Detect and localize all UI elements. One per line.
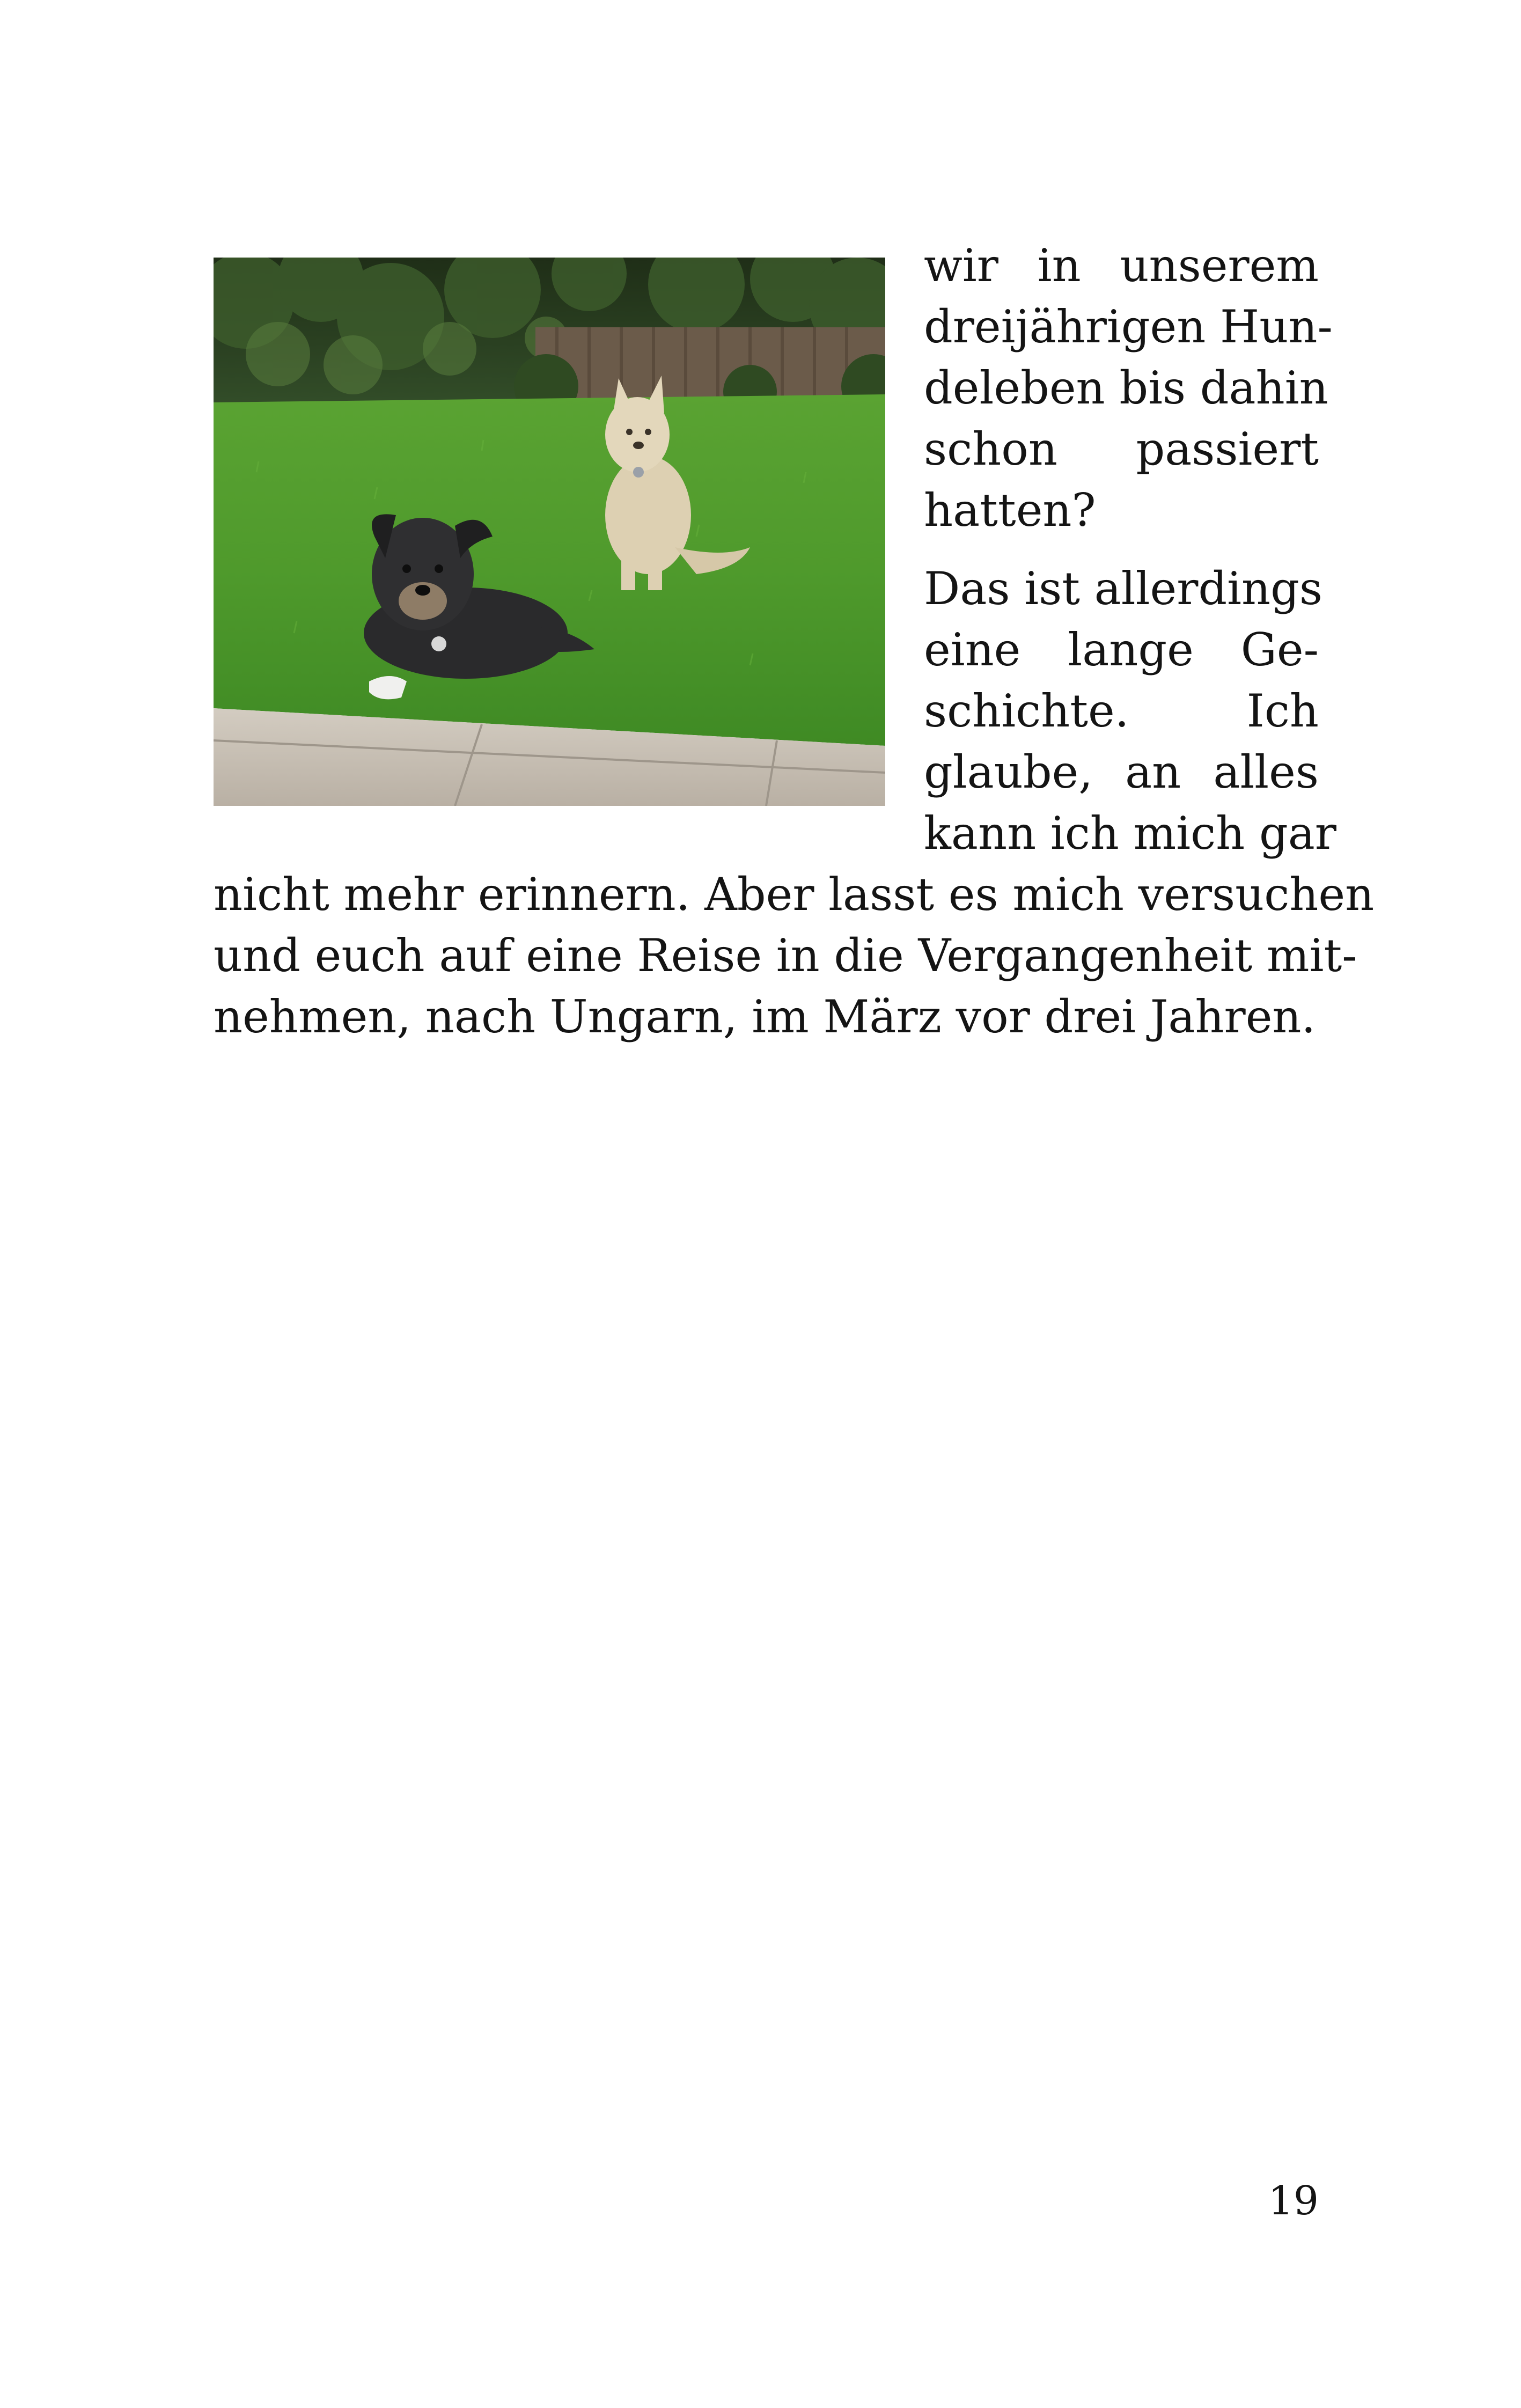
body-line-11: nicht mehr erinnern. Aber lasst es mich versuchen — [214, 868, 1375, 921]
body-line-10: kann ich mich gar — [924, 807, 1336, 860]
body-line-4: schon passiert — [924, 423, 1319, 475]
body-line-1: wir in unserem — [924, 239, 1319, 292]
body-line-9: glaube, an alles — [924, 746, 1319, 798]
body-line-12: und euch auf eine Reise in die Vergangenheit mit- — [214, 929, 1357, 982]
dogs-photo — [214, 258, 885, 806]
body-line-7: eine lange Ge- — [924, 623, 1319, 676]
body-line-5: hatten? — [924, 484, 1096, 537]
body-line-13: nehmen, nach Ungarn, im März vor drei Jahren. — [214, 990, 1316, 1043]
body-line-2: dreijährigen Hun- — [924, 300, 1333, 353]
dogs-photo-image — [214, 258, 885, 806]
body-line-6: Das ist allerdings — [924, 562, 1322, 615]
page-number: 19 — [1268, 2178, 1319, 2224]
body-line-8: schichte. Ich — [924, 685, 1319, 737]
body-line-3: deleben bis dahin — [924, 362, 1328, 414]
